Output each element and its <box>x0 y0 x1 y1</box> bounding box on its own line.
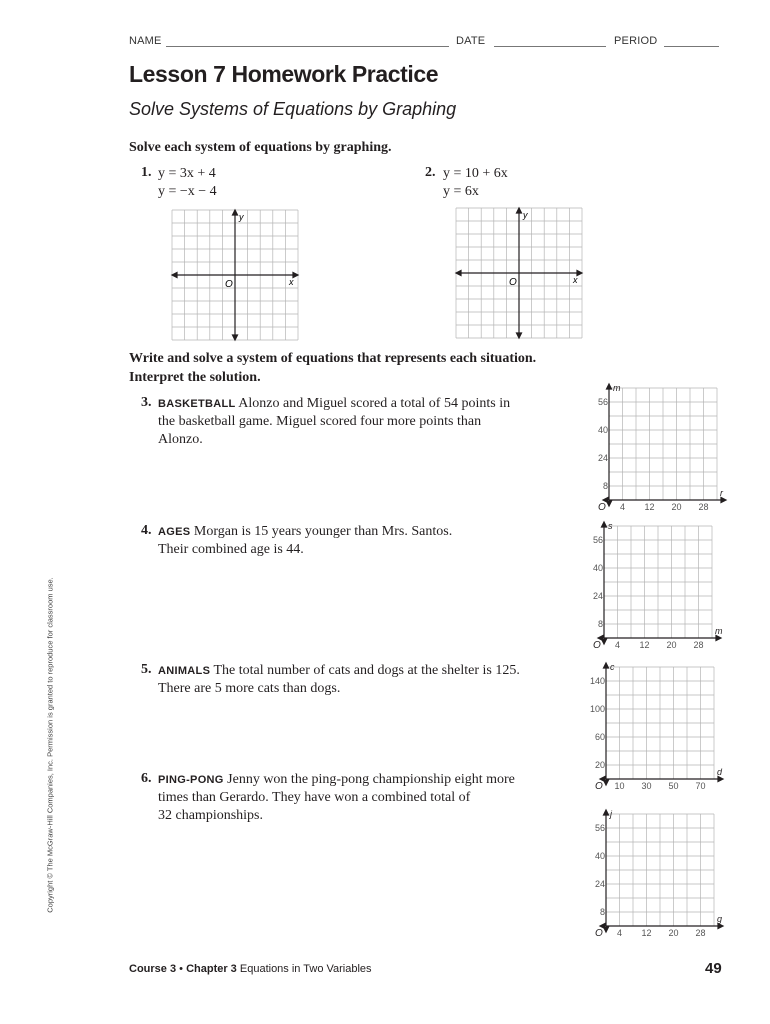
copyright-notice: Copyright © The McGraw-Hill Companies, Inc. Permission is granted to reproduce for classroom use. <box>45 577 55 913</box>
y-tick-label: 56 <box>594 823 605 833</box>
date-label: DATE <box>456 35 486 47</box>
y-tick-label: 56 <box>597 397 608 407</box>
origin-label: O <box>225 279 233 290</box>
y-tick-label: 24 <box>594 879 605 889</box>
y-tick-label: 100 <box>589 704 605 714</box>
origin-label: O <box>593 640 601 651</box>
problem-3-line-1: Alonzo and Miguel scored a total of 54 points in <box>238 396 511 411</box>
x-variable-label: g <box>717 914 723 924</box>
y-tick-label: 140 <box>589 676 605 686</box>
y-tick-label: 40 <box>594 851 605 861</box>
problem-4-keyword: AGES <box>158 526 191 538</box>
x-variable-label: r <box>720 488 723 498</box>
instructions-graphing: Solve each system of equations by graphing. <box>129 140 392 155</box>
x-tick-label: 4 <box>614 640 621 650</box>
x-tick-label: 70 <box>695 781 706 791</box>
footer-chapter: Chapter 3 <box>186 963 237 975</box>
y-tick-label: 60 <box>594 732 605 742</box>
y-axis-label: y <box>523 210 528 220</box>
x-tick-label: 50 <box>668 781 679 791</box>
x-variable-label: d <box>717 767 723 777</box>
x-tick-label: 20 <box>671 502 682 512</box>
y-axis-label: y <box>239 212 244 222</box>
problem-2-eq1: y = 10 + 6x <box>443 166 508 181</box>
problem-4-line-2: Their combined age is 44. <box>158 542 304 557</box>
problem-4-text <box>158 523 452 559</box>
problem-6-text <box>158 771 515 825</box>
y-variable-label: s <box>608 521 613 531</box>
y-tick-label: 8 <box>599 907 605 917</box>
problem-6-line-3: 32 championships. <box>158 808 263 823</box>
problem-3-line-3: Alonzo. <box>158 432 203 447</box>
name-field[interactable] <box>166 46 449 47</box>
y-tick-label: 56 <box>592 535 603 545</box>
y-tick-label: 8 <box>602 481 608 491</box>
x-tick-label: 4 <box>619 502 626 512</box>
problem-6-keyword: PING-PONG <box>158 774 224 786</box>
x-axis-label: x <box>289 277 294 287</box>
footer <box>129 963 372 975</box>
problem-1-eq2: y = −x − 4 <box>158 184 217 199</box>
y-tick-label: 8 <box>597 619 603 629</box>
problem-1-eq1: y = 3x + 4 <box>158 166 216 181</box>
problem-5-keyword: ANIMALS <box>158 665 211 677</box>
y-tick-label: 24 <box>597 453 608 463</box>
problem-5-line-1: The total number of cats and dogs at the shelter is 125. <box>213 663 520 678</box>
problem-3-keyword: BASKETBALL <box>158 398 236 410</box>
problem-3-text <box>158 395 510 449</box>
footer-bullet: • <box>179 963 183 975</box>
x-tick-label: 28 <box>698 502 709 512</box>
period-label: PERIOD <box>614 35 658 47</box>
footer-chapter-title: Equations in Two Variables <box>239 963 372 975</box>
period-field[interactable] <box>664 46 719 47</box>
origin-label: O <box>595 781 603 792</box>
x-tick-label: 10 <box>614 781 625 791</box>
problem-5-number: 5. <box>141 662 152 677</box>
problem-1-coordinate-grid[interactable] <box>170 208 300 342</box>
origin-label: O <box>595 928 603 939</box>
y-variable-label: j <box>610 809 612 819</box>
x-tick-label: 12 <box>644 502 655 512</box>
x-tick-label: 20 <box>668 928 679 938</box>
instructions-situation-1: Write and solve a system of equations that represents each situation. <box>129 351 537 366</box>
problem-3-graph[interactable] <box>595 384 730 514</box>
page-number: 49 <box>705 960 722 977</box>
x-tick-label: 20 <box>666 640 677 650</box>
origin-label: O <box>598 502 606 513</box>
problem-5-line-2: There are 5 more cats than dogs. <box>158 681 341 696</box>
name-label: NAME <box>129 35 162 47</box>
instructions-situation-2: Interpret the solution. <box>129 370 261 385</box>
x-tick-label: 28 <box>693 640 704 650</box>
problem-1-number: 1. <box>141 165 152 180</box>
problem-3-number: 3. <box>141 395 152 410</box>
problem-2-eq2: y = 6x <box>443 184 479 199</box>
y-tick-label: 40 <box>592 563 603 573</box>
problem-6-line-2: times than Gerardo. They have won a combined total of <box>158 790 471 805</box>
y-variable-label: m <box>613 383 621 393</box>
origin-label: O <box>509 277 517 288</box>
date-field[interactable] <box>494 46 606 47</box>
x-tick-label: 28 <box>695 928 706 938</box>
y-tick-label: 24 <box>592 591 603 601</box>
problem-5-graph[interactable] <box>589 662 727 793</box>
y-tick-label: 40 <box>597 425 608 435</box>
footer-course: Course 3 <box>129 963 177 975</box>
problem-4-graph[interactable] <box>590 522 725 652</box>
problem-3-line-2: the basketball game. Miguel scored four more points than <box>158 414 482 429</box>
problem-4-number: 4. <box>141 523 152 538</box>
problem-5-text <box>158 662 520 698</box>
problem-4-line-1: Morgan is 15 years younger than Mrs. Santos. <box>193 524 453 539</box>
x-tick-label: 30 <box>641 781 652 791</box>
x-tick-label: 4 <box>616 928 623 938</box>
x-axis-label: x <box>573 275 578 285</box>
problem-2-coordinate-grid[interactable] <box>454 206 584 340</box>
problem-6-number: 6. <box>141 771 152 786</box>
page-subtitle: Solve Systems of Equations by Graphing <box>129 99 457 119</box>
problem-2-number: 2. <box>425 165 436 180</box>
x-tick-label: 12 <box>641 928 652 938</box>
problem-6-graph[interactable] <box>592 810 727 940</box>
problem-6-line-1: Jenny won the ping-pong championship eight more <box>227 772 515 787</box>
y-variable-label: c <box>610 662 615 672</box>
y-tick-label: 20 <box>594 760 605 770</box>
x-tick-label: 12 <box>639 640 650 650</box>
page-title: Lesson 7 Homework Practice <box>129 61 439 87</box>
x-variable-label: m <box>715 626 723 636</box>
